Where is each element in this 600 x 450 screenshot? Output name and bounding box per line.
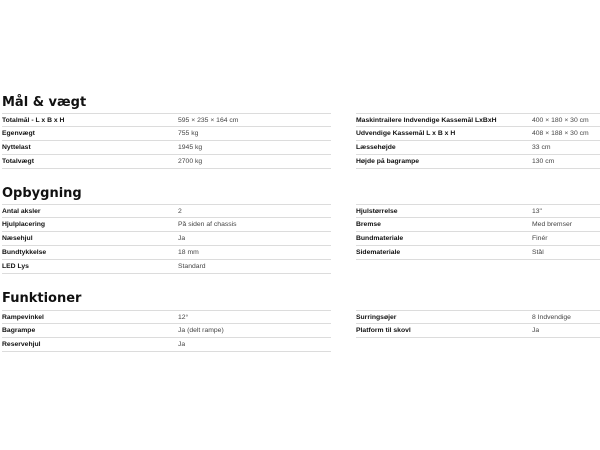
spec-row — [2, 218, 331, 232]
spec-value: 33 cm — [532, 144, 551, 151]
section-title-funktioner: Funktioner — [2, 291, 82, 306]
spec-value: 2700 kg — [178, 158, 203, 165]
spec-value: 408 × 188 × 30 cm — [532, 130, 589, 137]
spec-value: 595 × 235 × 164 cm — [178, 116, 239, 124]
spec-label: Næsehjul — [2, 235, 33, 242]
spec-row — [2, 127, 331, 141]
spec-row — [356, 246, 600, 260]
spec-table-opbygning-left — [2, 204, 331, 274]
spec-value: 12° — [178, 313, 189, 321]
spec-value: Ja — [178, 235, 186, 242]
spec-row — [2, 113, 331, 127]
spec-label: Læssehøjde — [356, 144, 396, 151]
spec-value: Ja — [178, 341, 186, 348]
spec-row — [2, 204, 331, 218]
spec-value: 130 cm — [532, 158, 555, 165]
spec-row — [2, 338, 331, 352]
spec-row — [356, 310, 600, 324]
spec-value: 18 mm — [178, 249, 199, 256]
section-title-mal-vaegt: Mål & vægt — [2, 95, 87, 110]
spec-value: 1945 kg — [178, 144, 203, 151]
spec-label: Sidemateriale — [356, 249, 401, 256]
spec-value: Ja — [532, 327, 540, 334]
spec-row — [2, 324, 331, 338]
spec-row — [356, 204, 600, 218]
spec-label: Bagrampe — [2, 327, 36, 334]
spec-table-mal-vaegt-left — [2, 113, 331, 169]
spec-row — [2, 246, 331, 260]
spec-label: Totalvægt — [2, 158, 34, 165]
spec-value: Stål — [532, 249, 544, 256]
spec-row — [356, 155, 600, 169]
spec-label: Højde på bagrampe — [356, 158, 420, 165]
spec-row — [356, 324, 600, 338]
spec-table-funktioner-right — [356, 310, 600, 338]
spec-label: Hjulplacering — [2, 221, 46, 228]
spec-label: Platform til skovl — [356, 327, 411, 334]
spec-label: Rampevinkel — [2, 313, 44, 321]
spec-row — [2, 155, 331, 169]
spec-label: LED Lys — [2, 263, 29, 270]
spec-value: Finér — [532, 235, 548, 242]
spec-label: Maskintrailere Indvendige Kassemål LxBxH — [356, 116, 497, 124]
spec-table-opbygning-right — [356, 204, 600, 260]
spec-label: Egenvægt — [2, 130, 35, 137]
spec-label: Hjulstørrelse — [356, 207, 398, 215]
spec-row — [2, 232, 331, 246]
spec-label: Bundtykkelse — [2, 249, 47, 256]
spec-label: Bundmateriale — [356, 235, 404, 242]
spec-table-funktioner-left — [2, 310, 331, 352]
spec-value: 13" — [532, 207, 542, 215]
spec-value: På siden af chassis — [178, 221, 237, 228]
spec-row — [2, 141, 331, 155]
spec-row — [2, 260, 331, 274]
spec-row — [2, 310, 331, 324]
spec-row — [356, 141, 600, 155]
spec-label: Totalmål - L x B x H — [2, 116, 65, 124]
spec-label: Nyttelast — [2, 144, 31, 151]
spec-row — [356, 232, 600, 246]
section-title-opbygning: Opbygning — [2, 186, 82, 201]
spec-label: Surringsøjer — [356, 313, 397, 321]
spec-value: 2 — [178, 207, 182, 215]
spec-label: Udvendige Kassemål L x B x H — [356, 130, 456, 137]
spec-label: Reservehjul — [2, 341, 41, 348]
spec-row — [356, 113, 600, 127]
spec-value: 8 Indvendige — [532, 313, 571, 321]
spec-label: Antal aksler — [2, 207, 41, 215]
spec-value: Standard — [178, 263, 206, 270]
spec-label: Bremse — [356, 221, 381, 228]
spec-value: Ja (delt rampe) — [178, 327, 224, 334]
spec-value: 400 × 180 × 30 cm — [532, 116, 589, 124]
spec-value: 755 kg — [178, 130, 199, 137]
spec-value: Med bremser — [532, 221, 573, 228]
spec-table-mal-vaegt-right — [356, 113, 600, 169]
spec-row — [356, 127, 600, 141]
spec-row — [356, 218, 600, 232]
